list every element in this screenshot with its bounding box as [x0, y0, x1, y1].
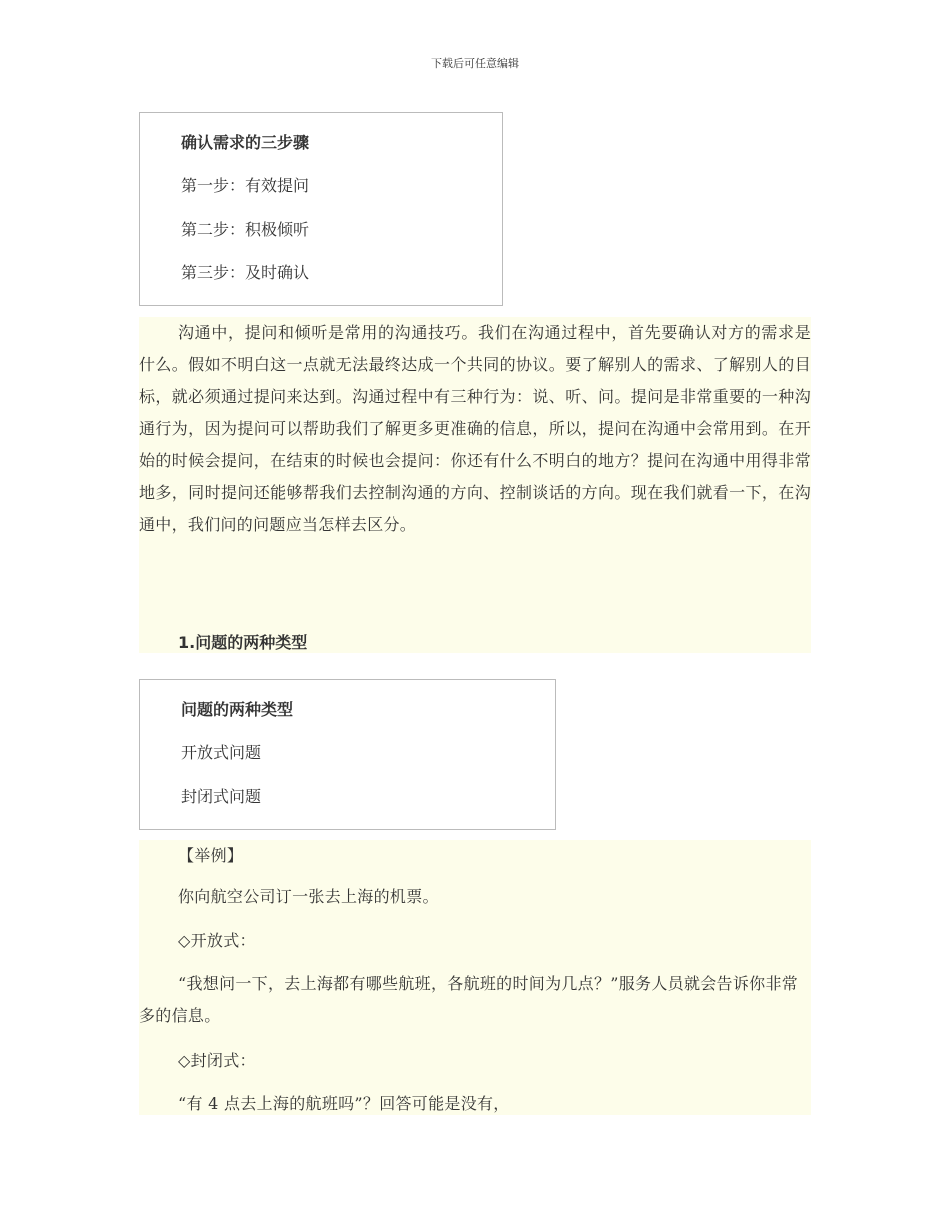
step-item-3: 第三步：及时确认	[181, 263, 310, 282]
section-heading-question-types: 1.问题的两种类型	[178, 633, 308, 652]
page-header-note: 下载后可任意编辑	[431, 57, 519, 70]
example-open-label: ◇开放式：	[178, 931, 256, 950]
steps-box-title: 确认需求的三步骤	[181, 133, 310, 152]
question-types-box	[139, 679, 556, 830]
example-closed-label: ◇封闭式：	[178, 1051, 256, 1070]
intro-panel	[139, 317, 811, 653]
step-item-2: 第二步：积极倾听	[181, 220, 310, 239]
intro-paragraph: 沟通中，提问和倾听是常用的沟通技巧。我们在沟通过程中，首先要确认对方的需求是什么。假如不明白这一点就无法最终达成一个共同的协议。要了解别人的需求、了解别人的目标，就必须通过提问来达到。沟通过程中有三种行为：说、听、问。提问是非常重要的一种沟通行为，因为提问可以帮助我们了解更多更准确的信息，所以，提问在沟通中会常用到。在开始的时候会提问，在结束的时候也会提问：你还有什么不明白的地方？提问在沟通中用得非常地多，同时提问还能够帮我们去控制沟通的方向、控制谈话的方向。现在我们就看一下，在沟通中，我们问的问题应当怎样去区分。	[139, 323, 811, 534]
example-label: 【举例】	[178, 846, 244, 865]
example-scenario: 你向航空公司订一张去上海的机票。	[178, 887, 439, 906]
step-item-1: 第一步：有效提问	[181, 176, 310, 195]
question-type-open: 开放式问题	[181, 743, 262, 762]
example-open-text: “我想问一下，去上海都有哪些航班，各航班的时间为几点？”服务人员就会告诉你非常多的信息。	[139, 974, 799, 1025]
example-panel	[139, 840, 811, 1115]
steps-box	[139, 112, 503, 306]
question-type-closed: 封闭式问题	[181, 787, 262, 806]
question-types-box-title: 问题的两种类型	[181, 700, 294, 719]
example-closed-text: “有 4 点去上海的航班吗”？回答可能是没有，	[178, 1094, 510, 1113]
